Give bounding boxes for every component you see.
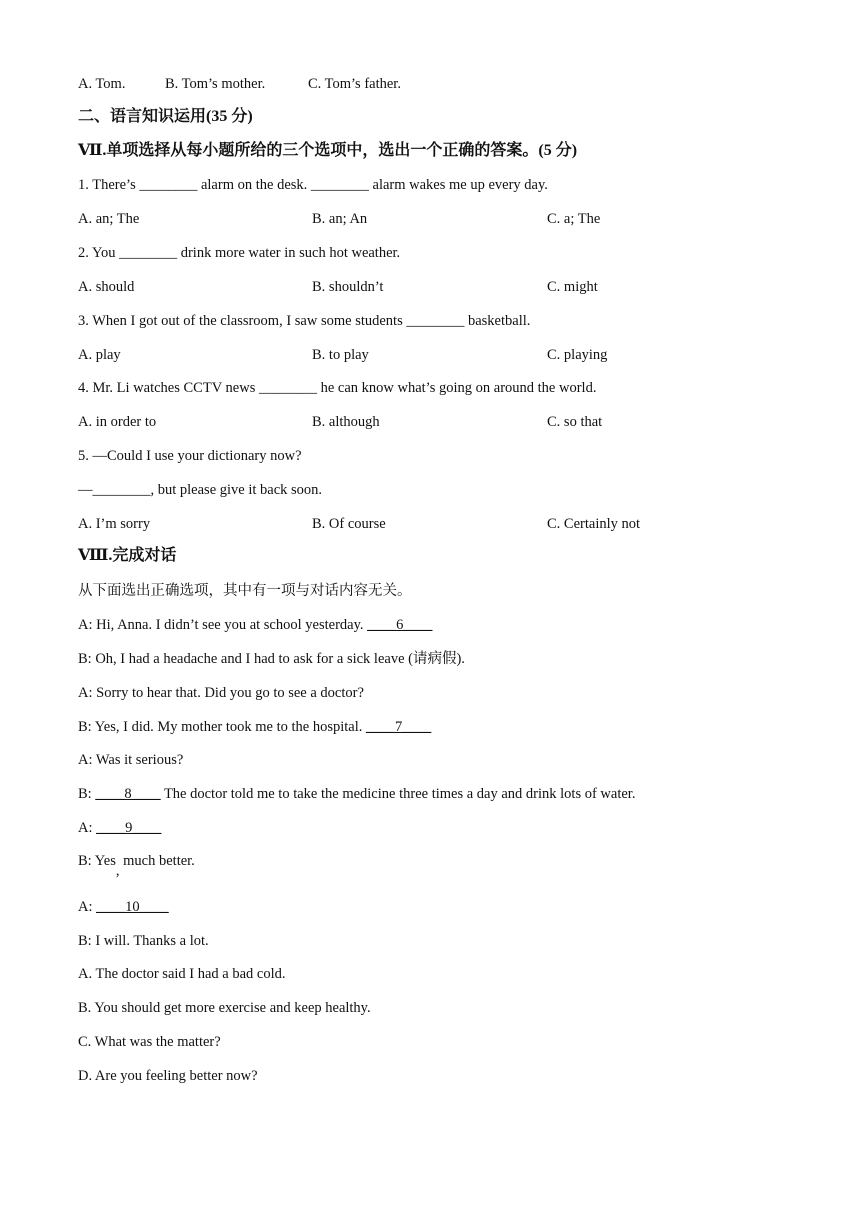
blank-7: ____7____	[365, 719, 432, 735]
option-b: B. although	[312, 414, 380, 430]
dialogue-text: A:	[78, 899, 97, 915]
dialogue-text: The doctor told me to take the medicine three times a day and drink lots of water.	[160, 786, 636, 802]
blank-8: ____8____	[95, 786, 161, 802]
option-a: A. play	[78, 347, 121, 363]
question-1: 1. There’s ________ alarm on the desk. ________ alarm wakes me up every day.	[78, 177, 548, 193]
section-8-instruction: 从下面选出正确选项，其中有一项与对话内容无关。	[78, 583, 412, 599]
dialogue-text: B: Yes	[78, 853, 116, 869]
section-7-title: Ⅶ.单项选择从每小题所给的三个选项中，选出一个正确的答案。(5 分)	[78, 142, 578, 159]
option-c: C. Certainly not	[547, 516, 641, 532]
option-a: A. an; The	[78, 211, 140, 227]
blank-9: ____9____	[96, 820, 162, 836]
question-3: 3. When I got out of the classroom, I saw some students ________ basketball.	[78, 313, 531, 329]
blank-10: ____10____	[96, 899, 169, 915]
answer-option-c: C. What was the matter?	[78, 1034, 221, 1050]
dialogue-line-1	[78, 616, 432, 634]
question-5-reply: —________, but please give it back soon.	[78, 482, 323, 498]
dialogue-text: B:	[78, 786, 96, 802]
blank-6: ____6____	[367, 617, 433, 633]
dialogue-line-7	[78, 819, 161, 837]
dialogue-line-9	[78, 898, 169, 916]
option-a: A. Tom.	[78, 76, 126, 92]
option-c: C. playing	[547, 347, 608, 363]
answer-option-a: A. The doctor said I had a bad cold.	[78, 966, 286, 982]
dialogue-line-10: B: I will. Thanks a lot.	[78, 933, 209, 949]
dialogue-line-3: A: Sorry to hear that. Did you go to see a doctor?	[78, 685, 364, 701]
dialogue-line-6	[78, 785, 635, 803]
option-a: A. in order to	[78, 414, 157, 430]
dialogue-comma: ,	[115, 863, 120, 879]
dialogue-line-8	[78, 852, 195, 879]
option-a: A. I’m sorry	[78, 516, 151, 532]
option-c: C. so that	[547, 414, 603, 430]
option-c: C. Tom’s father.	[308, 76, 401, 92]
option-b: B. to play	[312, 347, 369, 363]
option-b: B. an; An	[312, 211, 368, 227]
option-a: A. should	[78, 279, 135, 295]
section-8-title: Ⅷ.完成对话	[78, 547, 177, 564]
dialogue-text: A: Hi, Anna. I didn’t see you at school yesterday.	[78, 617, 368, 633]
dialogue-text: A:	[78, 820, 97, 836]
section-2-title: 二、语言知识运用(35 分)	[78, 108, 253, 125]
option-b: B. Of course	[312, 516, 386, 532]
dialogue-line-5: A: Was it serious?	[78, 752, 184, 768]
dialogue-text: B: Yes, I did. My mother took me to the hospital.	[78, 719, 366, 735]
dialogue-text: much better.	[119, 853, 195, 869]
question-5: 5. —Could I use your dictionary now?	[78, 448, 302, 464]
option-b: B. Tom’s mother.	[165, 76, 266, 92]
answer-option-b: B. You should get more exercise and keep healthy.	[78, 1000, 371, 1016]
question-4: 4. Mr. Li watches CCTV news ________ he can know what’s going on around the world.	[78, 380, 597, 396]
dialogue-line-4	[78, 718, 431, 736]
dialogue-line-2: B: Oh, I had a headache and I had to ask for a sick leave (请病假).	[78, 651, 465, 667]
option-c: C. a; The	[547, 211, 601, 227]
option-c: C. might	[547, 279, 598, 295]
question-2: 2. You ________ drink more water in such hot weather.	[78, 245, 401, 261]
answer-option-d: D. Are you feeling better now?	[78, 1068, 258, 1084]
option-b: B. shouldn’t	[312, 279, 384, 295]
